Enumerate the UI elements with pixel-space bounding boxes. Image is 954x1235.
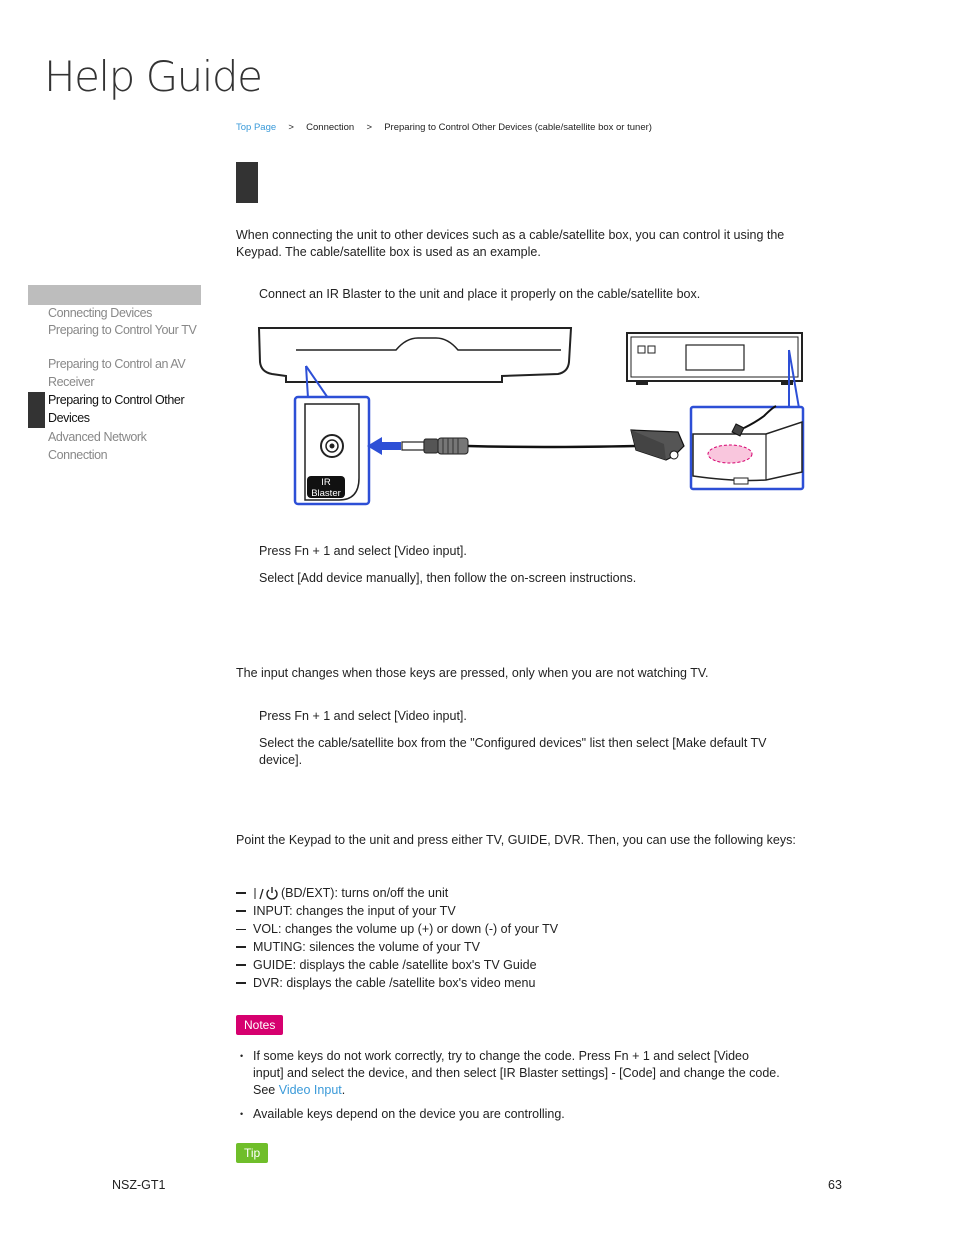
key-item-text: VOL: changes the volume up (+) or down (-) of your TV [253,922,559,936]
key-item-text: INPUT: changes the input of your TV [253,904,456,918]
dash-icon [236,892,246,894]
sidebar-header [28,285,201,305]
section-2-text: The input changes when those keys are pressed, only when you are not watching TV. [236,666,709,680]
power-switch-icon [253,886,279,900]
cable-satellite-box-illustration [627,333,802,385]
key-item-text: MUTING: silences the volume of your TV [253,940,480,954]
notes-badge: Notes [236,1015,283,1035]
sidebar-item-connecting-devices[interactable]: Connecting Devices [48,306,152,320]
bullet-icon: • [240,1109,244,1119]
footer-model: NSZ-GT1 [112,1178,166,1192]
key-item-input [236,902,558,920]
note-1-text: If some keys do not work correctly, try to change the code. Press Fn + 1 and select [Video input] and select the device, and then select [IR Blaster settings] - [Code] and change the code. See [253,1049,780,1097]
ir-port-label-line1: IR [321,477,331,488]
breadcrumb-separator: > [366,122,372,133]
dash-icon [236,929,246,930]
key-item-text: GUIDE: displays the cable /satellite box's TV Guide [253,958,537,972]
dash-icon [236,964,246,966]
breadcrumb-top-page-link[interactable]: Top Page [236,122,277,133]
video-input-link[interactable]: Video Input [278,1083,342,1097]
breadcrumb-separator: > [288,122,294,133]
dash-icon [236,982,246,984]
ir-port-label-line2: Blaster [311,488,341,499]
ir-blaster-emitter-icon [631,430,684,460]
sidebar-item-control-tv[interactable]: Preparing to Control Your TV [48,323,197,337]
step-3-text: Select [Add device manually], then follow the on-screen instructions. [259,571,637,585]
note-2-text: Available keys depend on the device you are controlling. [253,1107,565,1121]
key-item-guide [236,956,558,974]
key-item-muting [236,938,558,956]
footer-page-number: 63 [828,1178,842,1192]
step-1-text: Connect an IR Blaster to the unit and place it properly on the cable/satellite box. [259,287,701,301]
section-3-text: Point the Keypad to the unit and press either TV, GUIDE, DVR. Then, you can use the following keys: [236,833,796,847]
key-item-dvr [236,974,558,992]
key-item-text: (BD/EXT): turns on/off the unit [281,886,449,900]
section-2-step-2: Select the cable/satellite box from the "Configured devices" list then select [Make default TV device]. [259,736,767,767]
ir-blaster-connection-diagram [236,318,806,510]
intro-text: When connecting the unit to other devices such as a cable/satellite box, you can control it using the Keypad. The cable/satellite box is used as an example. [236,228,785,259]
breadcrumb-current: Preparing to Control Other Devices (cable/satellite box or tuner) [384,122,652,133]
note-item-1 [240,1048,780,1099]
note-1-end: . [341,1083,346,1097]
sidebar-item-advanced-network[interactable]: Advanced Network Connection [48,430,147,462]
dash-icon [236,910,246,912]
key-item-text: DVR: displays the cable /satellite box's video menu [253,976,536,990]
dash-icon [236,946,246,948]
step-2-text: Press Fn + 1 and select [Video input]. [259,544,467,558]
breadcrumb [236,122,652,133]
key-item-vol [236,920,558,938]
sidebar-active-marker [28,392,45,428]
page-title: Help Guide [44,52,262,101]
bullet-icon: • [240,1051,244,1061]
section-2-step-1: Press Fn + 1 and select [Video input]. [259,709,467,723]
sidebar-item-control-other-devices[interactable]: Preparing to Control Other Devices [48,393,185,425]
heading-marker [236,162,258,203]
key-list [236,884,558,992]
tip-badge: Tip [236,1143,268,1163]
sidebar-item-control-av-receiver[interactable]: Preparing to Control an AV Receiver [48,357,186,389]
ir-blaster-plug-icon [402,438,468,454]
breadcrumb-connection[interactable]: Connection [306,122,355,133]
note-item-2 [240,1106,780,1123]
key-item-power [236,884,558,902]
